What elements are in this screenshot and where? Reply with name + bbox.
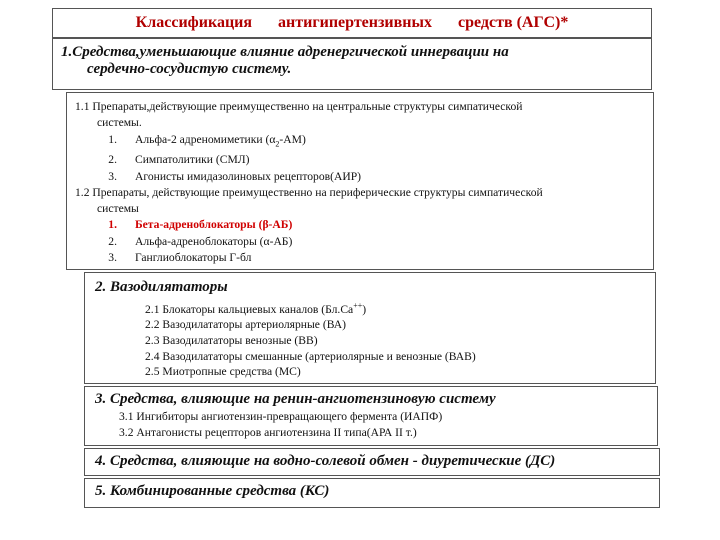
list-item: 2.5 Миотропные средства (МС) [145,365,301,379]
subsection-1-box [66,92,654,270]
list-item: 2.1 Блокаторы кальциевых каналов (Бл.Са++) [145,301,367,316]
list-item-text: Симпатолитики (СМЛ) [135,153,250,167]
section-5-header: 5. Комбинированные средства (КС) [95,483,330,499]
section-4-header: 4. Средства, влияющие на водно-солевой обмен - диуретические (ДС) [95,453,556,469]
list-item: 2.2 Вазодилататоры артериолярные (ВА) [145,318,346,332]
list-item-text: Альфа-адреноблокаторы (α-АБ) [135,234,293,248]
section-1-line-1: 1.Средства,уменьшающие влияние адренергической иннервации на [61,44,509,60]
group-1-heading-cont: системы. [97,116,142,130]
list-item [75,169,645,185]
section-1-box [52,38,652,90]
list-item [75,132,645,153]
section-4-box [84,448,660,476]
list-item: 2.4 Вазодилататоры смешанные (артериолярные и венозные (ВАВ) [145,349,476,363]
list-item: 3.2 Антагонисты рецепторов ангиотензина II типа(АРА II т.) [119,425,417,439]
list-item: 2.3 Вазодилататоры венозные (ВВ) [145,334,318,348]
section-3-box [84,386,658,446]
list-item: 3.1 Ингибиторы ангиотензин-превращающего фермента (ИАПФ) [119,410,443,423]
title-part-1: Классификация [135,14,253,31]
list-item [75,234,645,250]
section-1-line-2: сердечно-сосудистую систему. [87,61,292,77]
section-2-header: 2. Вазодилятаторы [95,279,228,295]
list-item-number: 3. [108,250,117,264]
list-item [75,250,645,266]
list-item-text: Агонисты имидазолиновых рецепторов(АИР) [135,169,362,183]
list-item-number: 2. [108,234,117,248]
section-3-header: 3. Средства, влияющие на ренин-ангиотензиновую систему [95,391,496,407]
list-item-number: 1. [108,132,117,146]
list-item [75,152,645,168]
list-item-number: 3. [108,169,117,183]
list-item-highlighted [75,217,645,233]
group-2-heading: 1.2 Препараты, действующие преимущественно на периферические структуры симпатической [75,185,543,199]
title-box [52,8,652,38]
title-part-3: средств (АГС)* [458,14,569,31]
section-2-box [84,272,656,384]
list-item-text: Альфа-2 адреномиметики $(\alpha_2-АМ)$ [135,132,306,148]
list-item-text: Бета-адреноблокаторы (β-АБ) [135,218,293,232]
list-item-number: 2. [108,153,117,167]
list-item-number: 1. [108,218,117,232]
group-1-heading: 1.1 Препараты,действующие преимущественно на центральные структуры симпатической [75,100,523,113]
group-2-heading-cont: системы [97,202,139,216]
section-5-box [84,478,660,508]
list-item-text: Ганглиоблокаторы Г-бл [135,250,252,264]
title-part-2: антигипертензивных [278,14,432,31]
